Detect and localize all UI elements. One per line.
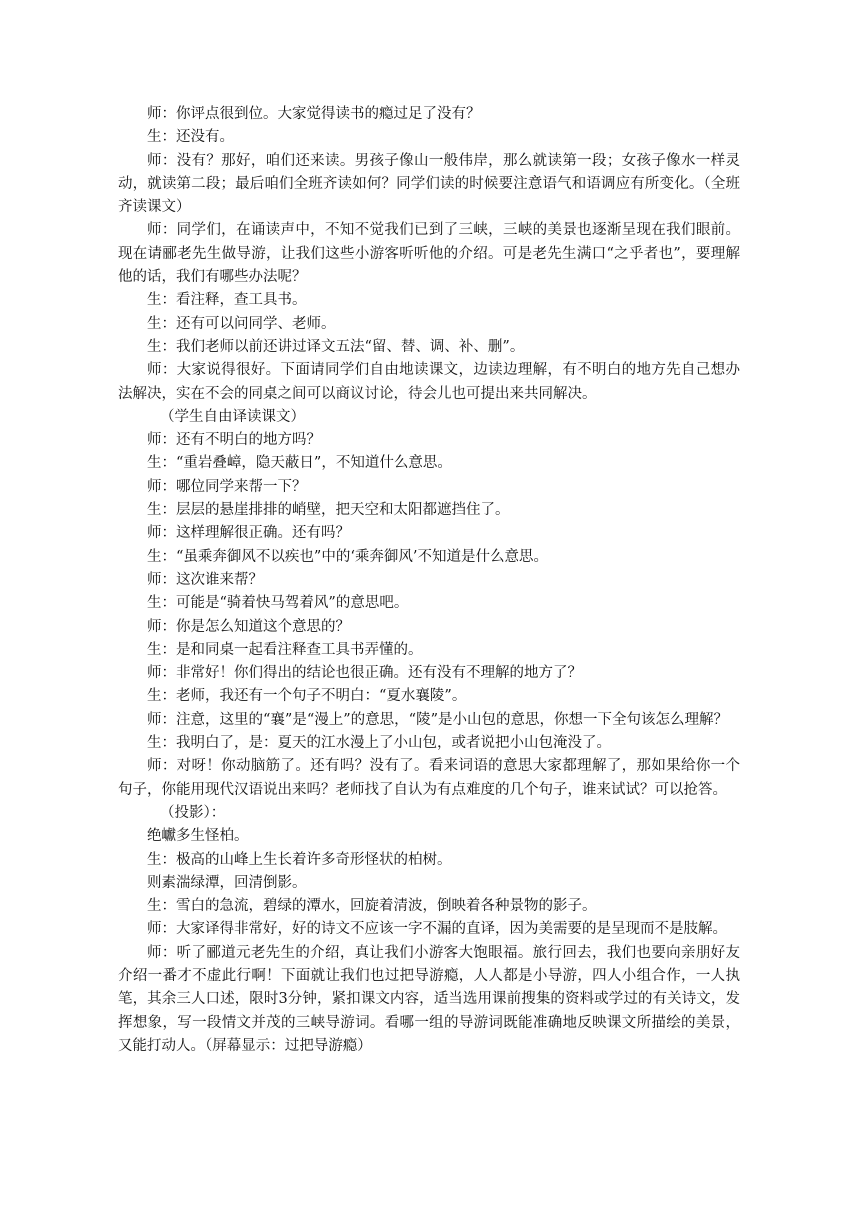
- paragraph-teacher-translation-task: 师：对呀！你动脑筋了。还有吗？没有了。看来词语的意思大家都理解了，那如果给你一个句子，你能用现代汉语说出来吗？老师找了自认为有点难度的几个句子，谁来试试？可以抢答。: [118, 758, 740, 798]
- paragraph-teacher-help: 师：哪位同学来帮一下？: [147, 478, 307, 495]
- paragraph-teacher-summary: 师：大家译得非常好，好的诗文不应该一字不漏的直译，因为美需要的是呈现而不是肢解。: [147, 921, 727, 938]
- paragraph-teacher-question: 师：还有不明白的地方吗？: [147, 432, 321, 449]
- paragraph-student-ask: 生：还有可以问同学、老师。: [147, 315, 336, 332]
- paragraph-student-annotations: 生：看注释，查工具书。: [147, 292, 307, 309]
- paragraph-teacher-praise: 师：非常好！你们得出的结论也很正确。还有没有不理解的地方了？: [147, 665, 582, 682]
- paragraph-student-answer-1: 生：层层的悬崖排排的峭壁，把天空和太阳都遮挡住了。: [147, 502, 510, 519]
- paragraph-student-question-1: 生：“重岩叠嶂，隐天蔽日”，不知道什么意思。: [147, 455, 452, 472]
- paragraph-projection-label: （投影）：: [160, 804, 226, 821]
- paragraph-teacher-three-gorges: 师：同学们，在诵读声中，不知不觉我们已到了三峡，三峡的美景也逐渐呈现在我们眼前。现在请郦老先生做导游，让我们这些小游客听听他的介绍。可是老先生满口“之乎者也”，要理解他的话，我们有哪些办法呢？: [118, 222, 740, 286]
- paragraph-sentence-1: 绝巘多生怪柏。: [147, 828, 249, 845]
- paragraph-teacher-self-study: 师：大家说得很好。下面请同学们自由地读课文，边读边理解，有不明白的地方先自己想办法解决，实在不会的同桌之间可以商议讨论，待会儿也可提出来共同解决。: [118, 362, 740, 402]
- paragraph-student-method: 生：是和同桌一起看注释查工具书弄懂的。: [147, 641, 423, 658]
- paragraph-teacher-comment: 师：你评点很到位。大家觉得读书的瘾过足了没有？: [147, 106, 481, 122]
- document-body: [118, 103, 740, 1058]
- paragraph-teacher-confirm: 师：这样理解很正确。还有吗？: [147, 525, 350, 542]
- paragraph-student-question-3: 生：老师，我还有一个句子不明白：“夏水襄陵”。: [147, 688, 467, 705]
- paragraph-student-five-methods: 生：我们老师以前还讲过译文五法“留、替、调、补、删”。: [147, 338, 525, 355]
- paragraph-teacher-guide-task: 师：听了郦道元老先生的介绍，真让我们小游客大饱眼福。旅行回去，我们也要向亲朋好友介绍一番才不虚此行啊！下面就让我们也过把导游瘾，人人都是小导游，四人小组合作，一人执笔，其余三人口述，限时3分钟，紧扣课文内容，适当选用课前搜集的资料或学过的有关诗文，发挥想象，写一段情文并茂的三峡导游词。看哪一组的导游词既能准确地反映课文所描绘的美景，又能打动人。（屏幕显示：过把导游瘾）: [118, 944, 740, 1054]
- paragraph-student-question-2: 生：“虽乘奔御风不以疾也”中的‘乘奔御风’不知道是什么意思。: [147, 548, 549, 565]
- paragraph-student-answer-2: 生：可能是“骑着快马驾着风”的意思吧。: [147, 595, 409, 612]
- paragraph-teacher-who: 师：这次谁来帮？: [147, 571, 263, 588]
- paragraph-sentence-2: 则素湍绿潭，回清倒影。: [147, 874, 307, 891]
- paragraph-student-reply: 生：还没有。: [147, 129, 234, 146]
- paragraph-stage-direction: （学生自由译读课文）: [160, 408, 306, 425]
- paragraph-teacher-explain: 师：注意，这里的“襄”是“漫上”的意思，“陵”是小山包的意思，你想一下全句该怎么理解？: [147, 711, 728, 728]
- paragraph-teacher-reading-plan: 师：没有？那好，咱们还来读。男孩子像山一般伟岸，那么就读第一段；女孩子像水一样灵动，就读第二段；最后咱们全班齐读如何？同学们读的时候要注意语气和语调应有所变化。（全班齐读课文）: [118, 152, 740, 216]
- paragraph-teacher-how: 师：你是怎么知道这个意思的？: [147, 618, 350, 635]
- paragraph-student-translation-2: 生：雪白的急流，碧绿的潭水，回旋着清波，倒映着各种景物的影子。: [147, 898, 597, 915]
- paragraph-student-understood: 生：我明白了，是：夏天的江水漫上了小山包，或者说把小山包淹没了。: [147, 735, 611, 752]
- paragraph-student-translation-1: 生：极高的山峰上生长着许多奇形怪状的柏树。: [147, 851, 452, 868]
